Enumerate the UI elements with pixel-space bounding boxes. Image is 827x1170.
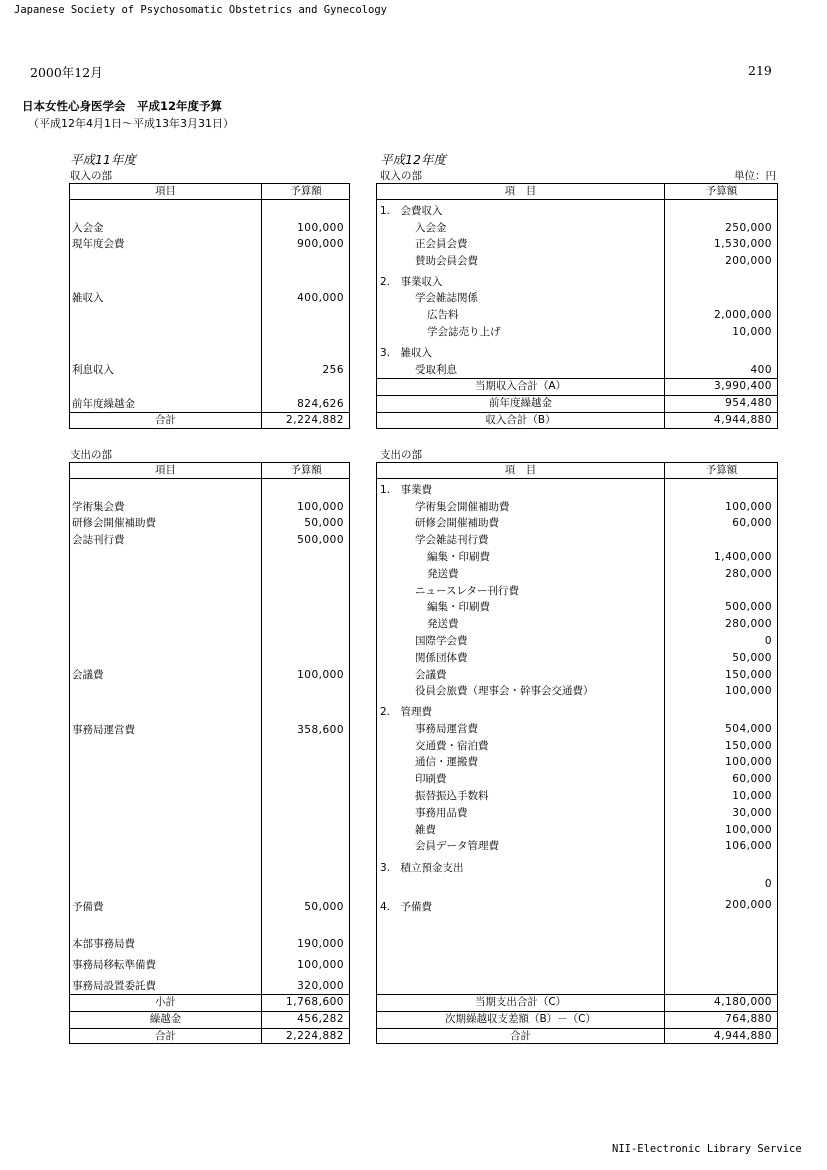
row-label: 会議費 [72,669,104,681]
row-value: 0 [764,635,772,647]
cur-expense-label: 支出の部 [380,449,422,461]
carryover-value: 456,282 [297,1013,344,1025]
subtotal-value: 1,768,600 [286,996,344,1008]
row-label: 関係団体費 [415,652,468,664]
document-title: 日本女性心身医学会 平成12年度予算 [22,99,223,113]
row-value: 400,000 [297,292,344,304]
row-label: 編集・印刷費 [427,551,490,563]
row-label: 国際学会費 [415,635,468,647]
row-value: 1,400,000 [714,551,772,563]
row-label: 広告料 [427,309,459,321]
row-value: 60,000 [732,773,772,785]
total-value: 4,944,880 [714,1030,772,1042]
row-label: 本部事務局費 [72,938,135,950]
row-label: 学会雑誌刊行費 [415,534,489,546]
row-value: 280,000 [725,618,772,630]
row-label: 予備費 [72,901,104,913]
total-label: 合計 [155,414,176,426]
row-value: 500,000 [725,601,772,613]
row-value: 0 [764,878,772,890]
prev-expense-table [69,462,350,1044]
total-value: 2,224,882 [286,1030,344,1042]
col-header-item: 項目 [155,185,176,197]
row-label: 通信・運搬費 [415,756,478,768]
row-label: 2. 事業収入 [380,276,443,288]
subtotal-label: 当期収入合計（A） [474,380,567,392]
col-header-item: 項目 [155,464,176,476]
total-value: 4,944,880 [714,414,772,426]
row-value: 2,000,000 [714,309,772,321]
col-header-budget: 予算額 [705,185,738,197]
row-label: 学術集会開催補助費 [415,501,510,513]
prev-income-label: 収入の部 [70,170,112,182]
row-label: 4. 予備費 [380,901,433,913]
row-label: 入会金 [415,222,447,234]
subtotal-label: 当期支出合計（C） [474,996,567,1008]
row-value: 200,000 [725,255,772,267]
row-value: 106,000 [725,840,772,852]
subtotal-value: 3,990,400 [714,380,772,392]
row-label: 交通費・宿泊費 [415,740,489,752]
row-label: 事務用品費 [415,807,468,819]
subtotal-label: 小計 [155,996,176,1008]
row-value: 1,530,000 [714,238,772,250]
row-label: 印刷費 [415,773,447,785]
col-header-budget: 予算額 [290,464,322,476]
row-label: 現年度会費 [72,238,125,250]
cur-year-heading: 平成12年度 [380,152,446,167]
fiscal-period: （平成12年4月1日～平成13年3月31日） [28,117,234,130]
total-label: 合計 [155,1030,176,1042]
row-value: 150,000 [725,669,772,681]
prev-year-heading: 平成11年度 [70,152,136,167]
carryover-label: 前年度繰越金 [489,397,552,409]
cur-expense-table [376,462,778,1044]
row-value: 10,000 [732,326,772,338]
row-value: 50,000 [304,901,344,913]
society-header: Japanese Society of Psychosomatic Obstetrics and Gynecology [14,4,387,16]
subtotal-value: 4,180,000 [714,996,772,1008]
total-label: 合計 [510,1030,531,1042]
row-label: 3. 雑収入 [380,347,433,359]
row-value: 320,000 [297,980,344,992]
row-label: 利息収入 [72,364,114,376]
row-label: 事務局移転準備費 [72,959,156,971]
balance-value: 764,880 [725,1013,772,1025]
total-value: 2,224,882 [286,414,344,426]
row-value: 358,600 [297,724,344,736]
total-label: 収入合計（B） [485,414,556,426]
row-value: 100,000 [297,669,344,681]
row-value: 100,000 [297,501,344,513]
row-value: 150,000 [725,740,772,752]
col-header-budget: 予算額 [290,185,322,197]
row-value: 200,000 [725,899,772,911]
row-value: 504,000 [725,723,772,735]
row-label: 2. 管理費 [380,706,433,718]
col-header-item: 項 目 [504,185,537,197]
row-label: 研修会開催補助費 [72,517,156,529]
col-header-budget: 予算額 [705,464,738,476]
row-value: 30,000 [732,807,772,819]
row-label: 会員データ管理費 [415,840,499,852]
row-label: 編集・印刷費 [427,601,490,613]
row-label: 受取利息 [415,364,457,376]
row-value: 100,000 [725,685,772,697]
row-label: 賛助会員会費 [415,255,478,267]
row-label: 学会誌売り上げ [427,326,501,338]
row-label: 会誌刊行費 [72,534,125,546]
cur-income-table [376,183,778,429]
row-value: 100,000 [725,824,772,836]
row-value: 100,000 [297,959,344,971]
row-label: ニュースレター刊行費 [415,585,520,597]
row-label: 発送費 [427,568,459,580]
row-label: 事務局設置委託費 [72,980,156,992]
row-value: 60,000 [732,517,772,529]
row-value: 190,000 [297,938,344,950]
row-value: 400 [750,364,772,376]
balance-label: 次期繰越収支差額（B）－（C） [444,1013,597,1025]
row-label: 学会雑誌関係 [415,292,478,304]
prev-expense-label: 支出の部 [70,449,112,461]
cur-income-label: 収入の部 [380,170,422,182]
row-value: 50,000 [732,652,772,664]
row-label: 研修会開催補助費 [415,517,499,529]
row-value: 500,000 [297,534,344,546]
row-label: 振替振込手数料 [415,790,489,802]
row-label: 1. 会費収入 [380,205,443,217]
row-label: 会議費 [415,669,447,681]
prev-income-table [69,183,350,429]
row-label: 1. 事業費 [380,484,433,496]
row-label: 役員会旅費（理事会・幹事会交通費） [415,685,594,697]
carryover-label: 繰越金 [149,1013,182,1025]
row-value: 256 [322,364,344,376]
issue-date: 2000年12月 [30,65,103,80]
row-label: 事務局運営費 [72,724,135,736]
row-value: 250,000 [725,222,772,234]
row-label: 雑費 [415,824,436,836]
carryover-value: 954,480 [725,397,772,409]
row-value: 100,000 [725,501,772,513]
row-label: 雑収入 [72,292,104,304]
row-label: 前年度繰越金 [72,398,135,410]
row-label: 発送費 [427,618,459,630]
row-value: 824,626 [297,398,344,410]
row-label: 3. 積立預金支出 [380,862,464,874]
unit-label: 単位：円 [734,170,776,182]
row-value: 10,000 [732,790,772,802]
page-number: 219 [748,63,772,78]
row-value: 900,000 [297,238,344,250]
row-label: 事務局運営費 [415,723,478,735]
row-label: 学術集会費 [72,501,125,513]
footer-service: NII-Electronic Library Service [612,1143,802,1155]
row-value: 100,000 [725,756,772,768]
col-header-item: 項 目 [504,464,537,476]
row-value: 50,000 [304,517,344,529]
row-value: 280,000 [725,568,772,580]
row-label: 正会員会費 [415,238,468,250]
row-value: 100,000 [297,222,344,234]
row-label: 入会金 [72,222,104,234]
